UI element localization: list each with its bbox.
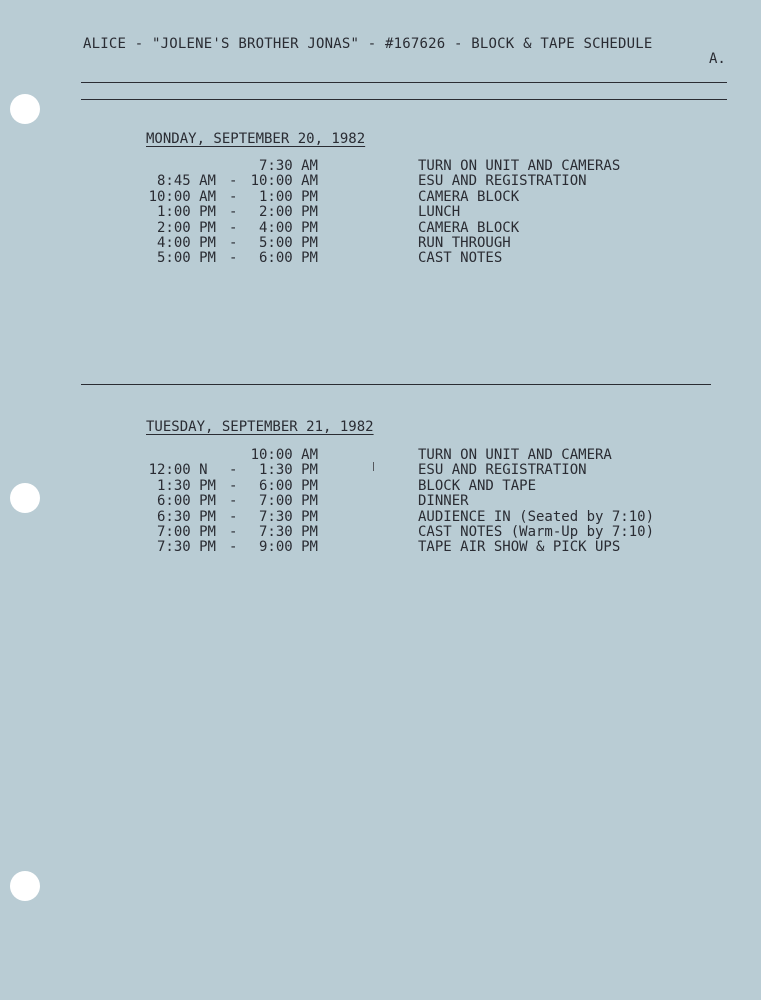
section-divider: [81, 384, 711, 385]
punch-hole-bottom: [10, 871, 40, 901]
schedule-monday: [0, 159, 761, 267]
schedule-row: 6:30 PM - 7:30 PM AUDIENCE IN (Seated by 7:10): [156, 508, 655, 525]
schedule-row: 6:00 PM - 7:00 PM DINNER: [156, 493, 469, 510]
day-heading-monday: MONDAY, SEPTEMBER 20, 1982: [146, 131, 366, 147]
schedule-row: 2:00 PM - 4:00 PM CAMERA BLOCK: [156, 219, 520, 236]
schedule-row: 10:00 AM TURN ON UNIT AND CAMERA: [250, 447, 612, 463]
schedule-row: 8:45 AM - 10:00 AM ESU AND REGISTRATION: [156, 173, 587, 190]
schedule-row: 10:00 AM - 1:00 PM CAMERA BLOCK: [148, 188, 520, 205]
schedule-row: 7:00 PM - 7:30 PM CAST NOTES (Warm-Up by 7:10): [156, 523, 655, 540]
schedule-row: 4:00 PM - 5:00 PM RUN THROUGH: [156, 234, 511, 251]
document-title: ALICE - "JOLENE'S BROTHER JONAS" - #167626 - BLOCK & TAPE SCHEDULE: [83, 36, 653, 52]
schedule-tuesday: [0, 448, 761, 556]
page-mark: A.: [709, 51, 726, 67]
schedule-row: 7:30 PM - 9:00 PM TAPE AIR SHOW & PICK UPS: [156, 539, 621, 556]
schedule-row: 5:00 PM - 6:00 PM CAST NOTES: [156, 250, 503, 267]
header-rule-2: [81, 99, 727, 100]
schedule-row: 1:00 PM - 2:00 PM LUNCH: [156, 204, 461, 221]
day-heading-tuesday: TUESDAY, SEPTEMBER 21, 1982: [146, 419, 374, 435]
punch-hole-top: [10, 94, 40, 124]
header-rule-1: [81, 82, 727, 83]
schedule-row: 12:00 N - 1:30 PM ESU AND REGISTRATION: [148, 462, 587, 479]
stray-pen-mark: [373, 462, 374, 471]
schedule-row: 1:30 PM - 6:00 PM BLOCK AND TAPE: [156, 477, 537, 494]
schedule-row: 7:30 AM TURN ON UNIT AND CAMERAS: [258, 158, 621, 174]
